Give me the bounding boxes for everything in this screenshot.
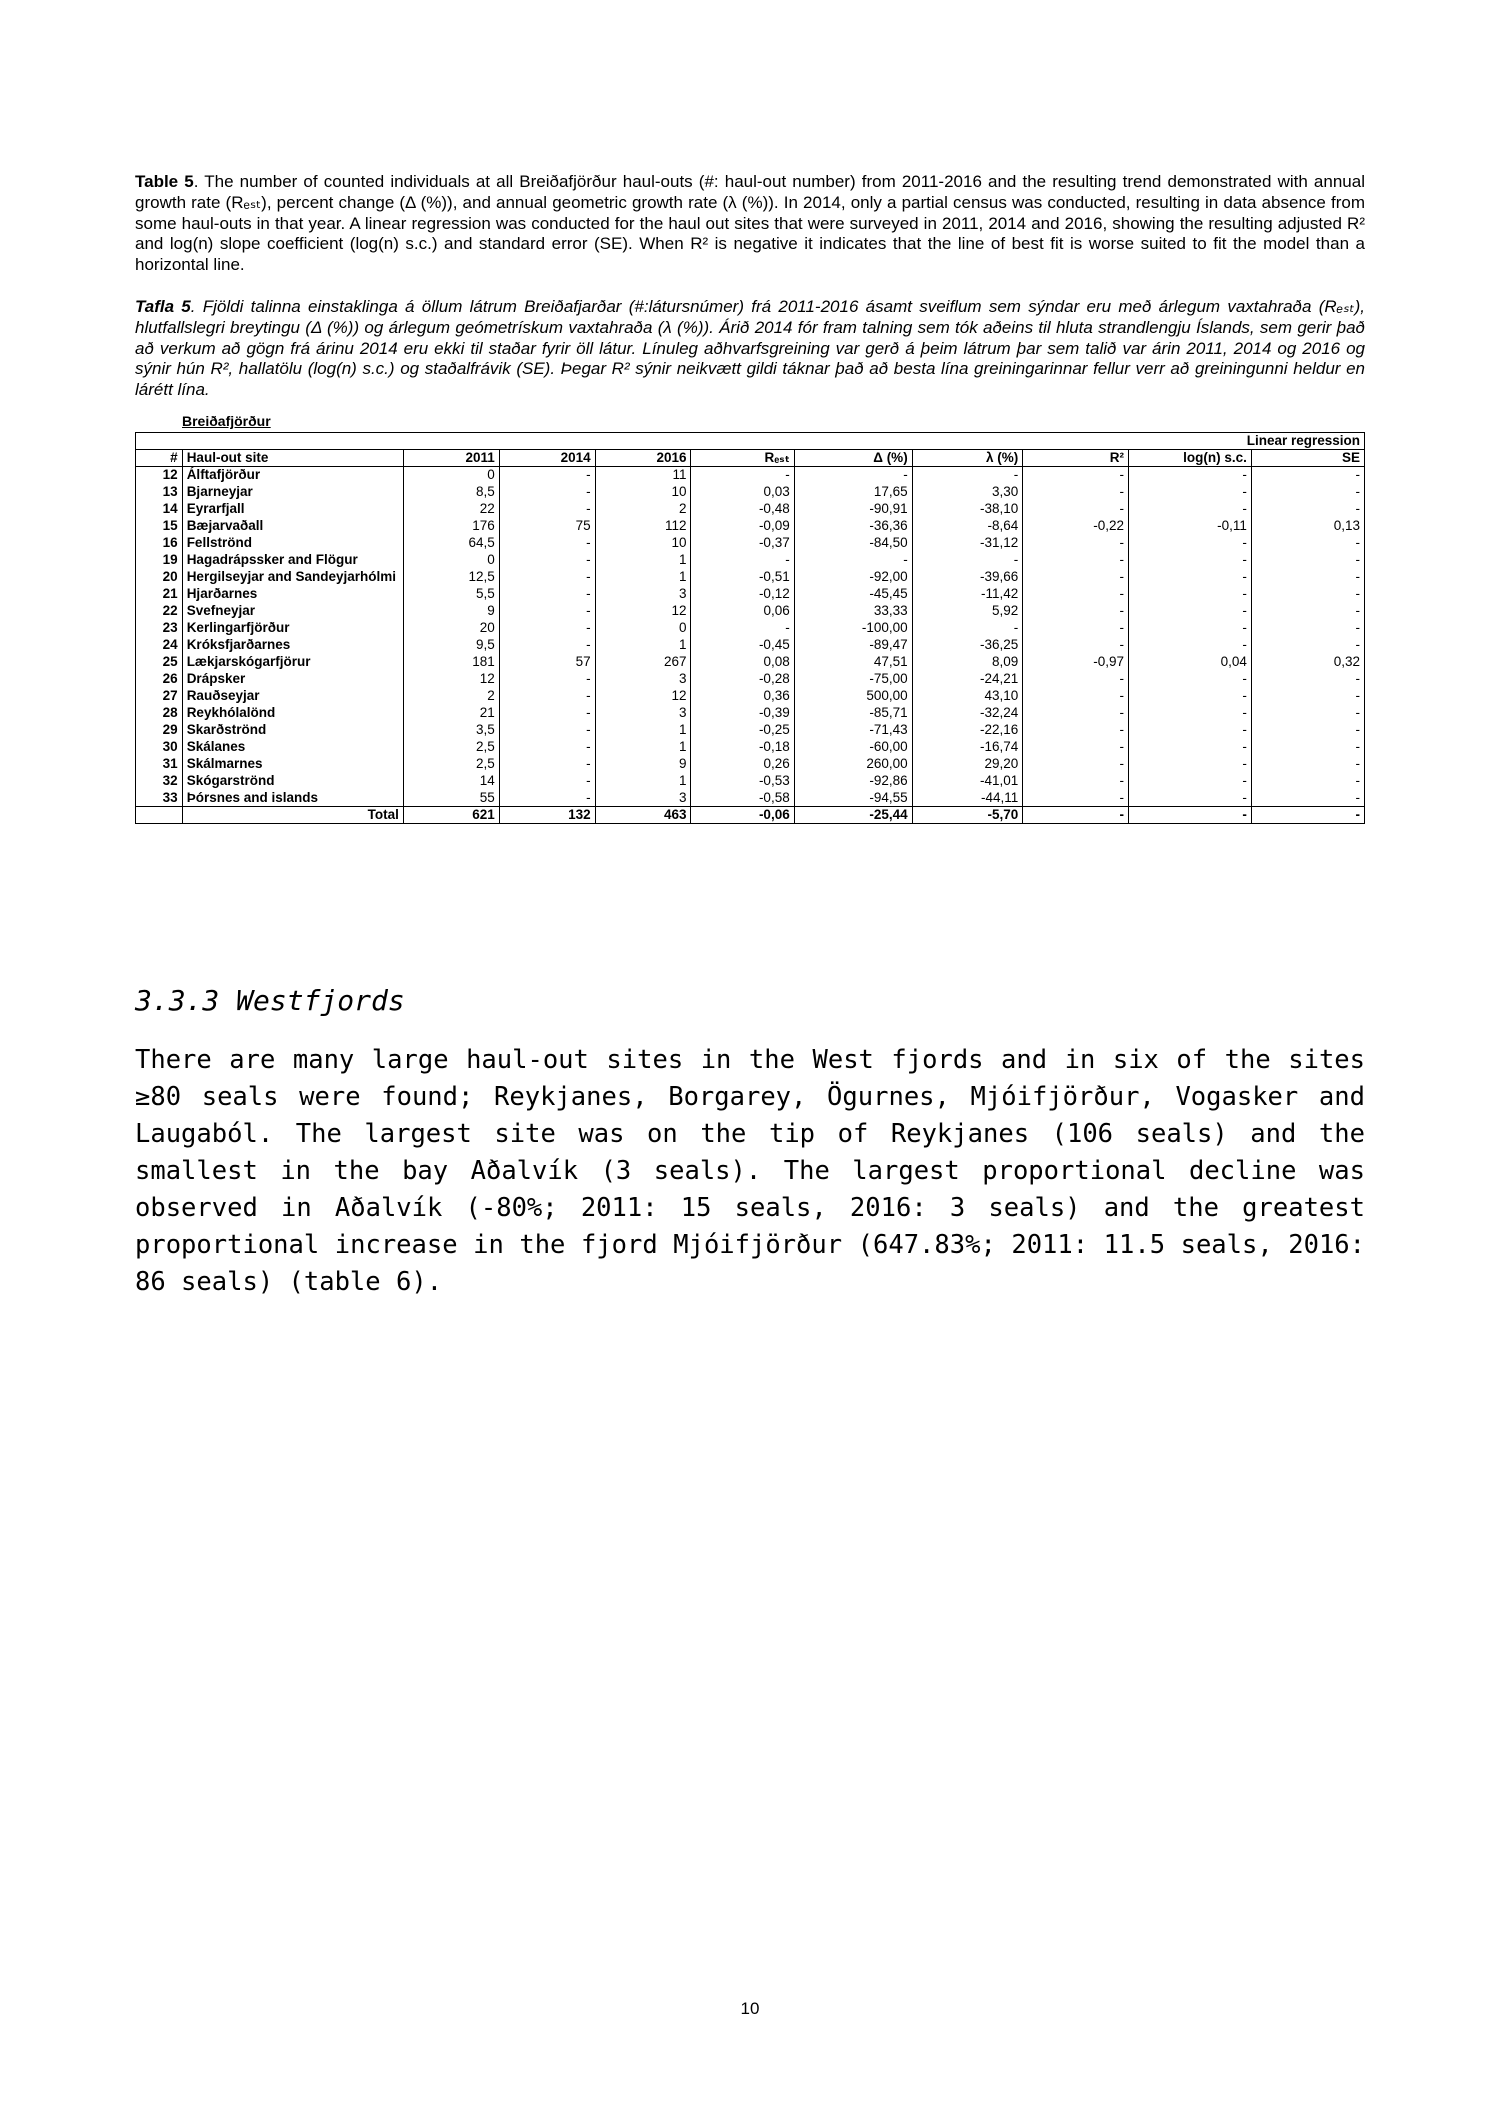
table-cell: - (1023, 738, 1129, 755)
table-cell: -22,16 (912, 721, 1023, 738)
table-cell: -100,00 (794, 619, 912, 636)
section-paragraph: There are many large haul-out sites in the West fjords and in six of the sites ≥80 seals were found; Reykjanes, Borgarey, Ögurnes, Mjóifjörður, Vogasker and Laugaból. The largest site was on the tip of Reykjanes (106 seals) and the smallest in the bay Aðalvík (3 seals). The largest proportional decline was observed in Aðalvík (-80%; 2011: 15 seals, 2016: 3 seals) and the greatest proportional increase in the fjord Mjóifjörður (647.83%; 2011: 11.5 seals, 2016: 86 seals) (table 6). (135, 1044, 1365, 1297)
table-cell: - (499, 585, 595, 602)
table-cell: 55 (403, 789, 499, 806)
table-cell: 12 (595, 602, 691, 619)
table-cell: -36,36 (794, 517, 912, 534)
caption-label-english: Table 5 (135, 172, 194, 191)
table-cell: - (499, 602, 595, 619)
column-header: Haul-out site (182, 449, 403, 466)
table-cell: - (1023, 585, 1129, 602)
table-cell: 75 (499, 517, 595, 534)
table-cell: - (1251, 602, 1364, 619)
table-row (136, 636, 1365, 653)
table-cell: 19 (136, 551, 183, 568)
table-cell: -89,47 (794, 636, 912, 653)
column-header: # (136, 449, 183, 466)
table-cell: 5,92 (912, 602, 1023, 619)
table-cell: 24 (136, 636, 183, 653)
table-cell: -92,00 (794, 568, 912, 585)
table-cell: 20 (136, 568, 183, 585)
linear-regression-row (136, 432, 1365, 449)
table-cell: - (1023, 772, 1129, 789)
table-cell: - (1023, 551, 1129, 568)
table-cell: - (1128, 721, 1251, 738)
table-row (136, 653, 1365, 670)
table-cell: -0,25 (691, 721, 794, 738)
table-cell: - (1128, 789, 1251, 806)
table-row (136, 466, 1365, 483)
table-cell: -0,22 (1023, 517, 1129, 534)
table-cell: -90,91 (794, 500, 912, 517)
table-cell: 0,13 (1251, 517, 1364, 534)
table-cell: -0,97 (1023, 653, 1129, 670)
table-cell: - (499, 636, 595, 653)
table-cell: 26 (136, 670, 183, 687)
table-cell: 9 (403, 602, 499, 619)
table-cell: - (794, 551, 912, 568)
table-cell: - (499, 568, 595, 585)
table-cell: 0 (403, 466, 499, 483)
table-cell: 14 (136, 500, 183, 517)
table-cell: -31,12 (912, 534, 1023, 551)
table-cell: - (499, 755, 595, 772)
table-cell: - (1023, 721, 1129, 738)
table-cell: 43,10 (912, 687, 1023, 704)
table-cell: -24,21 (912, 670, 1023, 687)
caption-label-icelandic: Tafla 5 (135, 296, 191, 316)
table-cell: 181 (403, 653, 499, 670)
table-cell: 20 (403, 619, 499, 636)
table-cell: - (1128, 619, 1251, 636)
column-header-row (136, 449, 1365, 466)
table-cell: - (1128, 568, 1251, 585)
column-header: Rₑₛₜ (691, 449, 794, 466)
table-cell: 0 (403, 551, 499, 568)
table-cell: Skarðströnd (182, 721, 403, 738)
table-cell: 21 (403, 704, 499, 721)
table-cell: -92,86 (794, 772, 912, 789)
table-cell: - (1128, 772, 1251, 789)
table-cell: 11 (595, 466, 691, 483)
table-row (136, 500, 1365, 517)
table-cell: 8,09 (912, 653, 1023, 670)
table-cell: -25,44 (794, 806, 912, 823)
table-cell: - (1251, 687, 1364, 704)
table-cell: - (499, 500, 595, 517)
table-cell: - (912, 551, 1023, 568)
table-row (136, 772, 1365, 789)
table-row (136, 670, 1365, 687)
table-cell: -0,45 (691, 636, 794, 653)
table-cell: 8,5 (403, 483, 499, 500)
table-cell: 0,04 (1128, 653, 1251, 670)
table-cell: -0,39 (691, 704, 794, 721)
table-cell: 17,65 (794, 483, 912, 500)
table-cell: - (1023, 534, 1129, 551)
table-cell: - (499, 466, 595, 483)
table-row (136, 619, 1365, 636)
table-cell: - (1023, 687, 1129, 704)
table-cell (136, 806, 183, 823)
table-cell: - (1128, 534, 1251, 551)
table-cell: 3,30 (912, 483, 1023, 500)
table-cell: - (1251, 772, 1364, 789)
table-cell: 10 (595, 483, 691, 500)
table-cell: Bæjarvaðall (182, 517, 403, 534)
table-row (136, 483, 1365, 500)
column-header: Δ (%) (794, 449, 912, 466)
table-cell: - (1128, 483, 1251, 500)
table-cell: - (1251, 500, 1364, 517)
table-cell: - (1251, 670, 1364, 687)
table-cell: 22 (403, 500, 499, 517)
table-cell: 28 (136, 704, 183, 721)
column-header: log(n) s.c. (1128, 449, 1251, 466)
table-cell: -32,24 (912, 704, 1023, 721)
table-cell: 1 (595, 551, 691, 568)
table-cell: 5,5 (403, 585, 499, 602)
table-cell: - (1128, 704, 1251, 721)
table-cell: -45,45 (794, 585, 912, 602)
table-cell: 3,5 (403, 721, 499, 738)
table-cell: 176 (403, 517, 499, 534)
table-cell: - (1023, 619, 1129, 636)
table-cell: -60,00 (794, 738, 912, 755)
caption-text-icelandic: . Fjöldi talinna einstaklinga á öllum látrum Breiðafjarðar (#:látursnúmer) frá 2011-2016 ásamt sveiflum sem sýndar eru með árlegum vaxtahraða (Rₑₛₜ), hlutfallslegri breytingu (Δ (%)) og árlegum geómetrískum vaxtahraða (λ (%)). Árið 2014 fór fram talning sem tók aðeins til hluta strandlengju Íslands, sem gerir það að verkum að gögn frá árinu 2014 eru ekki til staðar fyrir öll látur. Línuleg aðhvarfsgreining var gerð á þeim látrum þar sem talið var árin 2011, 2014 og 2016 og sýnir hún R², hallatölu (log(n) s.c.) og staðalfrávik (SE). Þegar R² sýnir neikvætt gildi táknar það að besta lína greiningarinnar fellur verr að greiningunni heldur en lárétt lína. (135, 296, 1365, 400)
table-row (136, 602, 1365, 619)
table-cell: -8,64 (912, 517, 1023, 534)
table-cell: 31 (136, 755, 183, 772)
table-cell: - (499, 483, 595, 500)
page-content (135, 0, 1365, 1301)
table-cell: 3 (595, 789, 691, 806)
table-cell: 47,51 (794, 653, 912, 670)
table-cell: 0 (595, 619, 691, 636)
table-row (136, 551, 1365, 568)
table-cell: 14 (403, 772, 499, 789)
column-header: 2016 (595, 449, 691, 466)
table-cell: Eyrarfjall (182, 500, 403, 517)
table-cell: 25 (136, 653, 183, 670)
table-cell: -5,70 (912, 806, 1023, 823)
table-cell: Bjarneyjar (182, 483, 403, 500)
table-cell: 12,5 (403, 568, 499, 585)
table-cell: Fellströnd (182, 534, 403, 551)
table-cell: 2 (595, 500, 691, 517)
table-cell: - (1251, 466, 1364, 483)
table-row (136, 517, 1365, 534)
table-cell: 621 (403, 806, 499, 823)
table-cell: 27 (136, 687, 183, 704)
table-cell: - (1023, 483, 1129, 500)
table-cell: 267 (595, 653, 691, 670)
table-cell: 1 (595, 721, 691, 738)
table-cell: 33,33 (794, 602, 912, 619)
table-cell: 0,32 (1251, 653, 1364, 670)
table-cell: 9 (595, 755, 691, 772)
table-cell: 112 (595, 517, 691, 534)
table-cell: - (1023, 602, 1129, 619)
table5-caption-icelandic (135, 297, 1365, 401)
table-row (136, 568, 1365, 585)
table-cell: 12 (595, 687, 691, 704)
table-cell: - (1251, 568, 1364, 585)
table-cell: - (499, 772, 595, 789)
table-cell: 2 (403, 687, 499, 704)
table-cell: -0,37 (691, 534, 794, 551)
table-cell: -0,53 (691, 772, 794, 789)
column-header: R² (1023, 449, 1129, 466)
table-cell: Hagadrápssker and Flögur (182, 551, 403, 568)
table-cell: 57 (499, 653, 595, 670)
total-row (136, 806, 1365, 823)
table-cell: -0,58 (691, 789, 794, 806)
table-row (136, 755, 1365, 772)
table-cell: Kerlingarfjörður (182, 619, 403, 636)
table-row (136, 534, 1365, 551)
section-heading: 3.3.3 Westfjords (135, 983, 405, 1017)
table-cell: - (1128, 636, 1251, 653)
table-cell: 15 (136, 517, 183, 534)
table-cell: - (1251, 534, 1364, 551)
table-cell: 0,08 (691, 653, 794, 670)
table-cell: - (691, 466, 794, 483)
table-cell: -71,43 (794, 721, 912, 738)
table-cell: - (1128, 670, 1251, 687)
table-cell: 1 (595, 738, 691, 755)
table-cell: 3 (595, 704, 691, 721)
table-cell: 16 (136, 534, 183, 551)
table-cell: - (499, 789, 595, 806)
table-cell: -16,74 (912, 738, 1023, 755)
table-cell: 3 (595, 585, 691, 602)
table-cell: Króksfjarðarnes (182, 636, 403, 653)
table-cell: -75,00 (794, 670, 912, 687)
table-cell: 0,26 (691, 755, 794, 772)
table-cell: - (1023, 806, 1129, 823)
table-cell: 22 (136, 602, 183, 619)
table-cell: -39,66 (912, 568, 1023, 585)
table-cell: - (499, 704, 595, 721)
table-cell: 29 (136, 721, 183, 738)
table-cell: 500,00 (794, 687, 912, 704)
table-cell: 1 (595, 772, 691, 789)
table-cell: - (499, 551, 595, 568)
table-cell: - (1128, 466, 1251, 483)
table-row (136, 721, 1365, 738)
table-cell: -0,28 (691, 670, 794, 687)
table-cell: - (691, 619, 794, 636)
table-cell: 30 (136, 738, 183, 755)
table-cell: 23 (136, 619, 183, 636)
table-cell: -0,12 (691, 585, 794, 602)
table-cell: Skálmarnes (182, 755, 403, 772)
table-cell: 12 (403, 670, 499, 687)
table-row (136, 687, 1365, 704)
table-cell: - (1251, 721, 1364, 738)
table-cell: -36,25 (912, 636, 1023, 653)
table-cell: Lækjarskógarfjörur (182, 653, 403, 670)
table-cell: - (1023, 704, 1129, 721)
table-cell: - (912, 466, 1023, 483)
table-cell: Skógarströnd (182, 772, 403, 789)
table-cell: 9,5 (403, 636, 499, 653)
table-cell: -84,50 (794, 534, 912, 551)
table-cell: - (1023, 466, 1129, 483)
table-cell: Þórsnes and islands (182, 789, 403, 806)
table-row (136, 704, 1365, 721)
table-cell: 33 (136, 789, 183, 806)
table-cell: - (499, 534, 595, 551)
table-cell: - (499, 721, 595, 738)
table-cell: - (1023, 755, 1129, 772)
table-cell: - (499, 670, 595, 687)
table-cell: 32 (136, 772, 183, 789)
table-row (136, 789, 1365, 806)
table-cell: 132 (499, 806, 595, 823)
table-cell: - (1128, 585, 1251, 602)
table-cell: - (1251, 636, 1364, 653)
table5-caption-english (135, 172, 1365, 276)
table-cell: - (499, 687, 595, 704)
table-cell: Drápsker (182, 670, 403, 687)
table-cell: 2,5 (403, 755, 499, 772)
column-header: 2014 (499, 449, 595, 466)
table-cell: Svefneyjar (182, 602, 403, 619)
table-cell: -11,42 (912, 585, 1023, 602)
table-cell: - (499, 619, 595, 636)
table-cell: 0,06 (691, 602, 794, 619)
table-cell: - (1023, 568, 1129, 585)
table-cell: - (1128, 551, 1251, 568)
table-title: Breiðafjörður (182, 412, 271, 429)
table-cell: -85,71 (794, 704, 912, 721)
table-cell: -44,11 (912, 789, 1023, 806)
table-cell: 0,36 (691, 687, 794, 704)
table-cell: - (1128, 755, 1251, 772)
table-cell: - (1251, 551, 1364, 568)
table-cell: -38,10 (912, 500, 1023, 517)
table-cell: Rauðseyjar (182, 687, 403, 704)
table-cell: 2,5 (403, 738, 499, 755)
table-cell: -0,11 (1128, 517, 1251, 534)
table-cell: - (1023, 670, 1129, 687)
table-cell: 463 (595, 806, 691, 823)
table-cell: - (1128, 602, 1251, 619)
table-cell: 260,00 (794, 755, 912, 772)
table-cell: 1 (595, 568, 691, 585)
column-header: λ (%) (912, 449, 1023, 466)
table-cell: - (1128, 738, 1251, 755)
table-cell: -0,48 (691, 500, 794, 517)
table-cell: - (1128, 806, 1251, 823)
table-cell: 64,5 (403, 534, 499, 551)
table-cell: 12 (136, 466, 183, 483)
table-cell: -41,01 (912, 772, 1023, 789)
page-number: 10 (740, 1999, 760, 2018)
table-cell: - (912, 619, 1023, 636)
table-cell: - (499, 738, 595, 755)
table-cell: - (1128, 687, 1251, 704)
table-cell: Hjarðarnes (182, 585, 403, 602)
table-cell: 1 (595, 636, 691, 653)
table-cell: Skálanes (182, 738, 403, 755)
table-cell: Total (182, 806, 403, 823)
table-cell: Hergilseyjar and Sandeyjarhólmi (182, 568, 403, 585)
table-cell: -0,09 (691, 517, 794, 534)
column-header: 2011 (403, 449, 499, 466)
table-cell: - (1251, 704, 1364, 721)
table-cell: Reykhólalönd (182, 704, 403, 721)
table-cell: - (1251, 738, 1364, 755)
table-cell: - (1251, 483, 1364, 500)
table-row (136, 738, 1365, 755)
table-cell: - (1251, 585, 1364, 602)
table-cell: 3 (595, 670, 691, 687)
table-cell: -94,55 (794, 789, 912, 806)
table-cell: 21 (136, 585, 183, 602)
table-cell: Álftafjörður (182, 466, 403, 483)
table-cell: - (691, 551, 794, 568)
table-cell: 10 (595, 534, 691, 551)
table-cell: 13 (136, 483, 183, 500)
table-cell: -0,06 (691, 806, 794, 823)
table-cell: 29,20 (912, 755, 1023, 772)
table-cell: - (1023, 500, 1129, 517)
table-cell: - (1251, 619, 1364, 636)
table-cell: - (1128, 500, 1251, 517)
haulout-table (135, 432, 1365, 824)
table-cell: -0,18 (691, 738, 794, 755)
table-cell: - (794, 466, 912, 483)
table-cell: -0,51 (691, 568, 794, 585)
table-cell: - (1023, 636, 1129, 653)
caption-text-english: . The number of counted individuals at all Breiðafjörður haul-outs (#: haul-out number) from 2011-2016 and the resulting trend demonstrated with annual growth rate (Rₑₛₜ), percent change (Δ (%)), and annual geometric growth rate (λ (%)). In 2014, only a partial census was conducted, resulting in data absence from some haul-outs in that year. A linear regression was conducted for the haul out sites that were surveyed in 2011, 2014 and 2016, showing the resulting adjusted R² and log(n) slope coefficient (log(n) s.c.) and standard error (SE). When R² is negative it indicates that the line of best fit is worse suited to fit the model than a horizontal line. (135, 172, 1365, 275)
table-cell: - (1251, 789, 1364, 806)
table-cell: - (1023, 789, 1129, 806)
column-header: SE (1251, 449, 1364, 466)
table-cell: 0,03 (691, 483, 794, 500)
table-cell: - (1251, 806, 1364, 823)
table-row (136, 585, 1365, 602)
table-cell: - (1251, 755, 1364, 772)
linear-regression-label: Linear regression (136, 432, 1365, 449)
